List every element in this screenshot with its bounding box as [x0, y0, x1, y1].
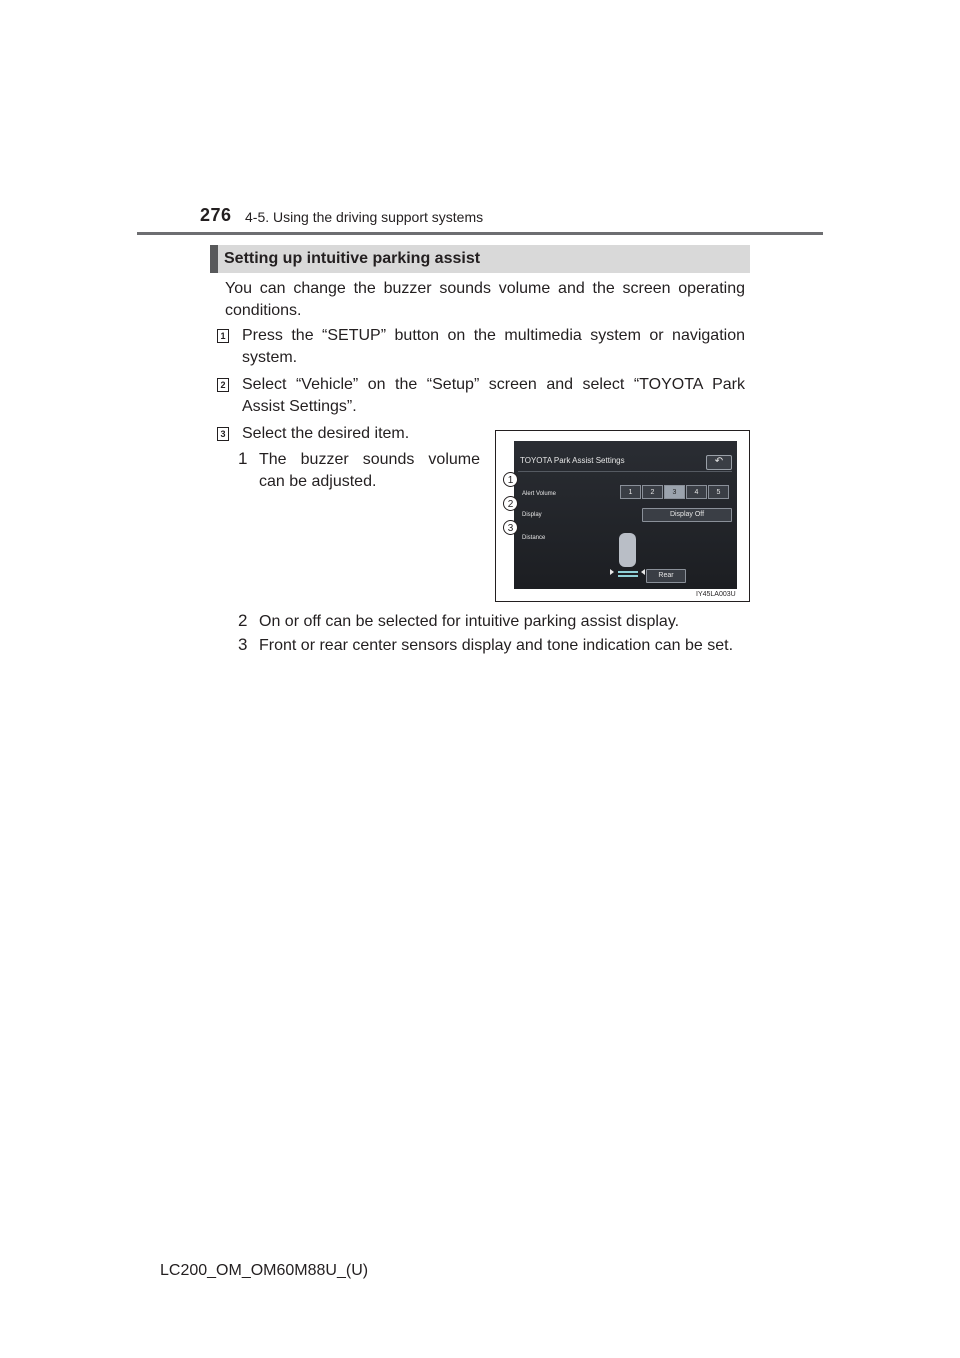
callout-3: 3 [503, 520, 518, 535]
item-number-2: 2 [238, 611, 248, 630]
volume-level-3-button[interactable]: 3 [664, 485, 685, 499]
document-code: LC200_OM_OM60M88U_(U) [160, 1262, 369, 1279]
section-title-bar [210, 245, 750, 273]
display-label: Display [522, 512, 542, 518]
alert-volume-label: Alert Volume [522, 491, 557, 497]
figure-code: IY45LA003U [696, 591, 736, 598]
step-badge-2: 2 [217, 378, 229, 392]
step-text-2: Select “Vehicle” on the “Setup” screen and select “TOYOTA Park Assist Settings”. [242, 376, 745, 415]
header-rule [137, 232, 823, 235]
callout-2: 2 [503, 496, 518, 511]
volume-level-2-button[interactable]: 2 [642, 485, 663, 499]
sensor-bar-icon [618, 575, 638, 577]
screen-divider [518, 471, 732, 472]
step-badge-3: 3 [217, 427, 229, 441]
step-text-3: Select the desired item. [242, 425, 410, 442]
step-text-1: Press the “SETUP” button on the multimedia system or navigation system. [242, 327, 745, 366]
page-number: 276 [200, 205, 232, 225]
arrow-right-icon [610, 569, 614, 575]
item-number-3: 3 [238, 635, 248, 654]
callout-1: 1 [503, 472, 518, 487]
back-button[interactable]: ↶ [706, 455, 732, 470]
rear-button[interactable]: Rear [646, 569, 686, 583]
section-path: 4-5. Using the driving support systems [245, 209, 484, 225]
item-text-2: On or off can be selected for intuitive parking assist display. [259, 613, 680, 630]
arrow-left-icon [641, 569, 645, 575]
sensor-bar-icon [618, 571, 638, 573]
vehicle-icon [619, 533, 636, 567]
display-off-button[interactable]: Display Off [642, 508, 732, 522]
settings-screen-figure [495, 430, 750, 602]
item-number-1: 1 [238, 449, 248, 468]
distance-label: Distance [522, 535, 546, 541]
park-assist-settings-screen [514, 441, 737, 589]
volume-level-4-button[interactable]: 4 [686, 485, 707, 499]
intro-paragraph: You can change the buzzer sounds volume and the screen operating conditions. [225, 280, 745, 319]
item-text-1: The buzzer sounds volume can be adjusted. [259, 451, 480, 490]
item-text-3: Front or rear center sensors display and tone indication can be set. [259, 637, 734, 654]
volume-level-5-button[interactable]: 5 [708, 485, 729, 499]
volume-level-1-button[interactable]: 1 [620, 485, 641, 499]
step-badge-1: 1 [217, 329, 229, 343]
screen-title: TOYOTA Park Assist Settings [520, 456, 625, 465]
section-title: Setting up intuitive parking assist [224, 250, 481, 267]
